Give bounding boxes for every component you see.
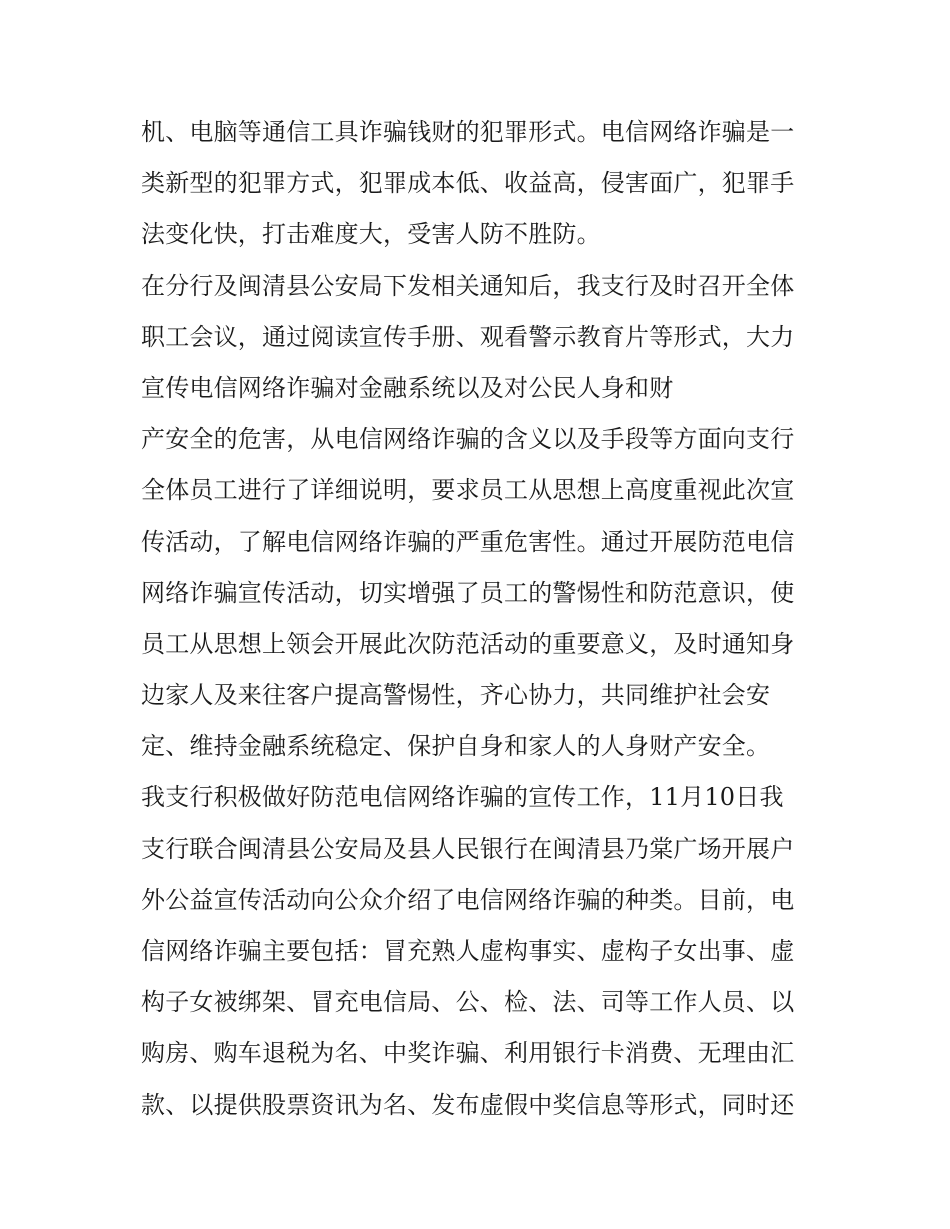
text-line: 外公益宣传活动向公众介绍了电信网络诈骗的种类。目前，电 bbox=[141, 885, 795, 914]
text-line: 机、电脑等通信工具诈骗钱财的犯罪形式。电信网络诈骗是一 bbox=[141, 118, 795, 146]
body-text bbox=[141, 107, 821, 1131]
text-line: 职工会议，通过阅读宣传手册、观看警示教育片等形式，大力 bbox=[141, 322, 795, 351]
text-line: 款、以提供股票资讯为名、发布虚假中奖信息等形式，同时还 bbox=[141, 1090, 795, 1119]
text-line: 购房、购车退税为名、中奖诈骗、利用银行卡消费、无理由汇 bbox=[141, 1039, 795, 1068]
text-line: 类新型的犯罪方式，犯罪成本低、收益高，侵害面广，犯罪手 bbox=[141, 169, 795, 198]
text-line: 信网络诈骗主要包括：冒充熟人虚构事实、虚构子女出事、虚 bbox=[141, 937, 795, 965]
text-line: 网络诈骗宣传活动，切实增强了员工的警惕性和防范意识，使 bbox=[141, 578, 795, 607]
text-line: 员工从思想上领会开展此次防范活动的重要意义，及时通知身 bbox=[141, 629, 795, 658]
text-line: 我支行积极做好防范电信网络诈骗的宣传工作，11月10日我 bbox=[141, 783, 784, 812]
text-line: 宣传电信网络诈骗对金融系统以及对公民人身和财 bbox=[141, 373, 674, 402]
text-line: 法变化快，打击难度大，受害人防不胜防。 bbox=[141, 220, 601, 249]
text-line: 产安全的危害，从电信网络诈骗的含义以及手段等方面向支行 bbox=[141, 425, 795, 454]
text-line: 边家人及来往客户提高警惕性，齐心协力，共同维护社会安 bbox=[141, 681, 771, 710]
text-line: 支行联合闽清县公安局及县人民银行在闽清县乃棠广场开展户 bbox=[141, 834, 795, 863]
text-line: 在分行及闽清县公安局下发相关通知后，我支行及时召开全体 bbox=[141, 271, 795, 300]
text-line: 传活动，了解电信网络诈骗的严重危害性。通过开展防范电信 bbox=[141, 527, 795, 556]
text-line: 定、维持金融系统稳定、保护自身和家人的人身财产安全。 bbox=[141, 732, 771, 761]
text-line: 全体员工进行了详细说明，要求员工从思想上高度重视此次宣 bbox=[141, 476, 795, 505]
text-line: 构子女被绑架、冒充电信局、公、检、法、司等工作人员、以 bbox=[141, 988, 795, 1017]
